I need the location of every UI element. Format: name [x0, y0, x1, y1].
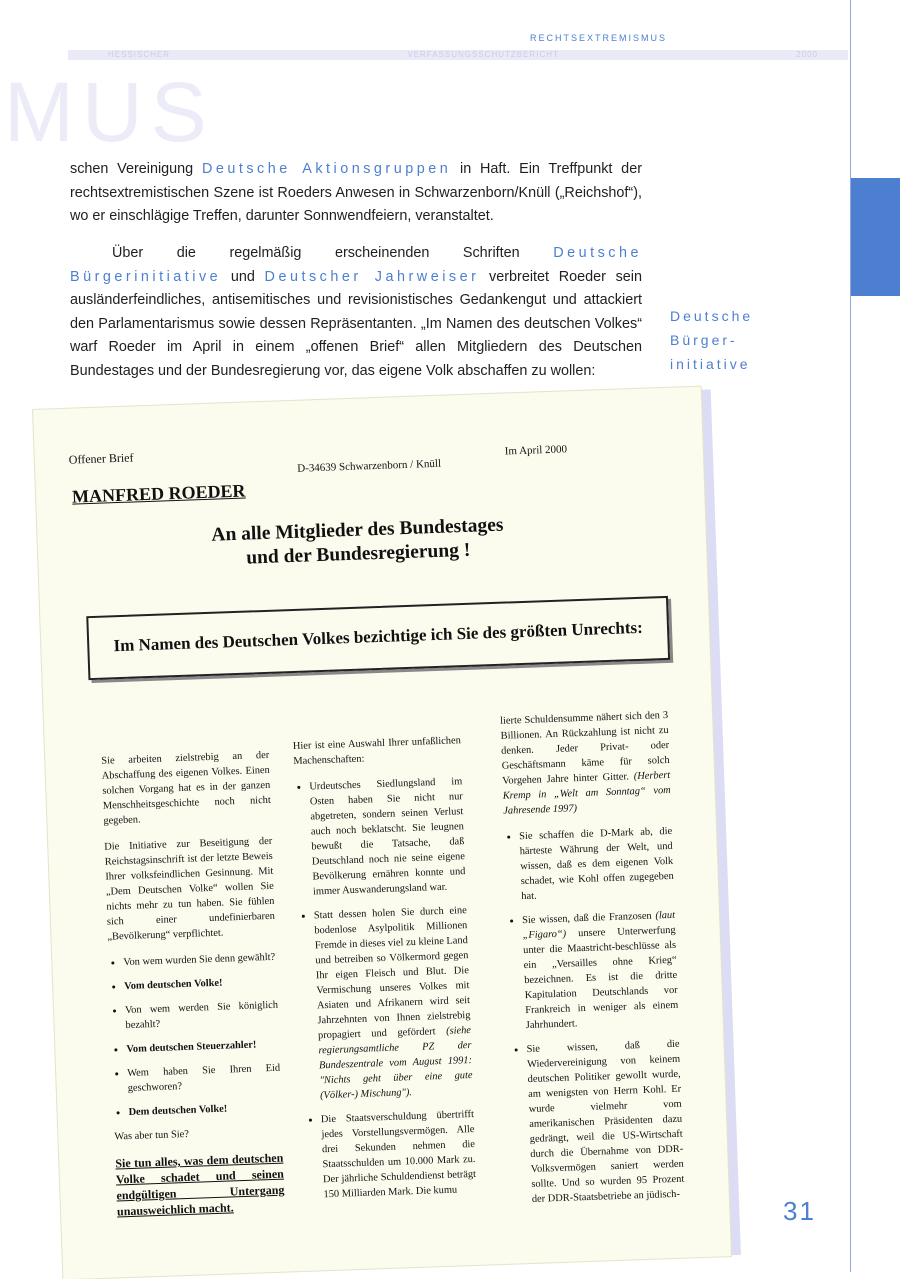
- col1-questions: [108, 950, 282, 1121]
- answer: • Vom deutschen Steuerzahler!: [126, 1037, 279, 1057]
- report-subtitle: [108, 50, 818, 60]
- letter-author: MANFRED ROEDER: [71, 480, 246, 507]
- keyword-aktionsgruppen: Deutsche Aktionsgruppen: [201, 161, 452, 177]
- col2-item: [314, 903, 474, 1103]
- text: Über die regelmäßig erscheinenden Schriften: [112, 245, 554, 261]
- col3-item: • Sie wissen, daß die Wiedervereinigung von keinem deutschen Politiker gewollt wurde, am wenigsten von Herrn Kohl. Er wurde vielmehr vom amerikanischen Präsidenten dazu gedrängt, weil die US-Wirtschaft durch die Übernahme von DDR-Volksvermögen saniert werden sollte. Und so wurden 95 Prozent der DDR-Staatsbetriebe an jüdisch-: [526, 1037, 685, 1207]
- paragraph-1: [70, 158, 642, 229]
- text-italic: (laut „Figaro“): [522, 909, 676, 942]
- letter-kind: Offener Brief: [68, 450, 134, 467]
- text: Sie wissen, daß die Franzosen: [521, 910, 656, 927]
- text: unsere Unterwerfung unter die Maastricht-beschlüsse als ein „Versailles ohne Krieg“ bezeichnen. Es ist die dritte Kapitulation Deutschlands vor Frankreich in weniger als einem Jahrhundert.: [522, 924, 679, 1032]
- subtitle-word: 2000: [796, 50, 818, 59]
- text: in Haft. Ein Treffpunkt der rechtsextremistischen Szene ist Roeders Anwesen in Schwarzenborn/Knüll („Reichshof“), wo er einschlägige Treffen, darunter Sonnwendfeiern, veranstaltet.: [70, 161, 642, 224]
- letter-column-3: [500, 708, 685, 1217]
- letter-date: Im April 2000: [504, 443, 568, 458]
- question: • Von wem wurden Sie denn gewählt?: [123, 950, 276, 970]
- background-word: MUS: [4, 65, 215, 159]
- question: • Von wem werden Sie königlich bezahlt?: [125, 998, 279, 1033]
- letter-banner: Im Namen des Deutschen Volkes bezichtige ich Sie des größten Unrechts:: [113, 617, 644, 656]
- text: lierte Schuldensumme nähert sich den 3 Billionen. An Rückzahlung ist nicht zu denken. Jeder Privat- oder Geschäftsmann käme für solch Vorgehen Jahre hinter Gitter.: [499, 709, 670, 787]
- letter-column-2: [293, 733, 477, 1212]
- answer: • Dem deutschen Volke!: [128, 1100, 281, 1120]
- subtitle-word: HESSISCHER: [108, 50, 171, 59]
- col2-item: • Die Staatsverschuldung übertrifft jedes Vorstellungsvermögen. Alle drei Sekunden nehmen die Staatsschulden um 10.000 Mark zu. Der jährliche Schuldendienst beträgt 150 Milliarden Mark. Die kumu: [321, 1107, 477, 1202]
- margin-note-line: initiative: [670, 356, 751, 372]
- open-letter-scan: [33, 387, 731, 1279]
- text: Statt dessen holen Sie durch eine bodenlose Asylpolitik Millionen Fremde in dieses viel zu kleine Land und betreiben so Völkermord gegen Ihr eigen Fleisch und Blut. Die Vermischung unseres Volkes mit Asiaten und Afrikanern wird seit Jahrzehnten von Ihnen zielstrebig propagiert und gefördert: [313, 905, 471, 1042]
- letter-title-line: und der Bundesregierung !: [245, 539, 471, 569]
- keyword-buergerinitiative: Deutsche Bürgerinitiative: [70, 245, 642, 285]
- col2-item: • Urdeutsches Siedlungsland im Osten haben Sie nicht nur abgetreten, sondern seinen Verlust auch noch beklatscht. Sie leugnen bewußt die Tatsache, daß Deutschland noch nie seine eigene Bevölkerung ernähren konnte und immer Auswanderungsland war.: [309, 774, 466, 899]
- text: verbreitet Roeder sein ausländerfeindliches, antisemitisches und revisionistisches Gedankengut und attackiert den Parlamentarismus sowie dessen Repräsentanten. „Im Namen des deutschen Volkes“ warf Roeder im April in einem „offenen Brief“ allen Mitgliedern des Deutschen Bundestages und der Bundesregierung vor, das eigene Volk abschaffen zu wollen:: [70, 268, 642, 379]
- letter-banner-box: [86, 596, 670, 680]
- col1-closing: Sie tun alles, was dem deutschen Volke schadet und seinen endgültigen Untergang unausweichlich macht.: [115, 1150, 285, 1219]
- question: • Wem haben Sie Ihren Eid geschworen?: [127, 1061, 281, 1096]
- keyword-jahrweiser: Deutscher Jahrweiser: [264, 268, 480, 285]
- margin-note: [670, 304, 790, 376]
- col3-paragraph: [500, 708, 672, 819]
- page-number: 31: [783, 1196, 816, 1226]
- text-italic: (Herbert Kremp in „Welt am Sonntag“ vom Jahresende 1997): [502, 769, 671, 817]
- col1-paragraph: Die Initiative zur Beseitigung der Reichstagsinschrift ist der letzte Beweis Ihrer volksfeindlichen Gesinnung. Mit „Dem Deutschen Volke“ wollen Sie nichts mehr zu tun haben. Sie fühlen sich einer undefinierbaren „Bevölkerung“ verpflichtet.: [104, 835, 276, 943]
- paragraph-2: [70, 242, 642, 383]
- chapter-tab: [851, 178, 900, 296]
- col1-paragraph: Sie arbeiten zielstrebig an der Abschaffung des eigenen Volkes. Einen solchen Vorgang hat es in der ganzen Menschheitsgeschichte noch nicht gegeben.: [101, 749, 271, 827]
- subtitle-word: VERFASSUNGSSCHUTZBERICHT: [407, 50, 559, 59]
- text-italic: (siehe regierungsamtliche PZ der Bundeszentrale vom August 1991: "Nichts geht über eine gute (Völker-) Mischung").: [318, 1025, 473, 1102]
- col3-item: • Sie schaffen die D-Mark ab, die härteste Währung der Welt, und wissen, daß es dem eigenen Volk schadet, wie Kohl offen zugegeben hat.: [519, 824, 675, 904]
- letter-address: D-34639 Schwarzenborn / Knüll: [297, 457, 442, 475]
- col2-list: [294, 774, 477, 1203]
- col3-item: [522, 908, 679, 1033]
- letter-column-1: [101, 748, 286, 1231]
- letter-title: [187, 513, 528, 573]
- col3-list: [504, 824, 685, 1208]
- section-running-head: RECHTSEXTREMISMUS: [530, 33, 668, 43]
- answer: • Vom deutschen Volke!: [124, 974, 277, 994]
- col2-intro: Hier ist eine Auswahl Ihrer unfaßlichen Machenschaften:: [292, 735, 462, 768]
- margin-note-line: Deutsche: [670, 308, 754, 324]
- text: schen Vereinigung: [70, 161, 202, 177]
- text: und: [221, 268, 265, 285]
- margin-note-line: Bürger-: [670, 332, 738, 348]
- letter-title-line: An alle Mitglieder des Bundestages: [211, 514, 504, 546]
- col1-question-final: Was aber tun Sie?: [114, 1128, 190, 1143]
